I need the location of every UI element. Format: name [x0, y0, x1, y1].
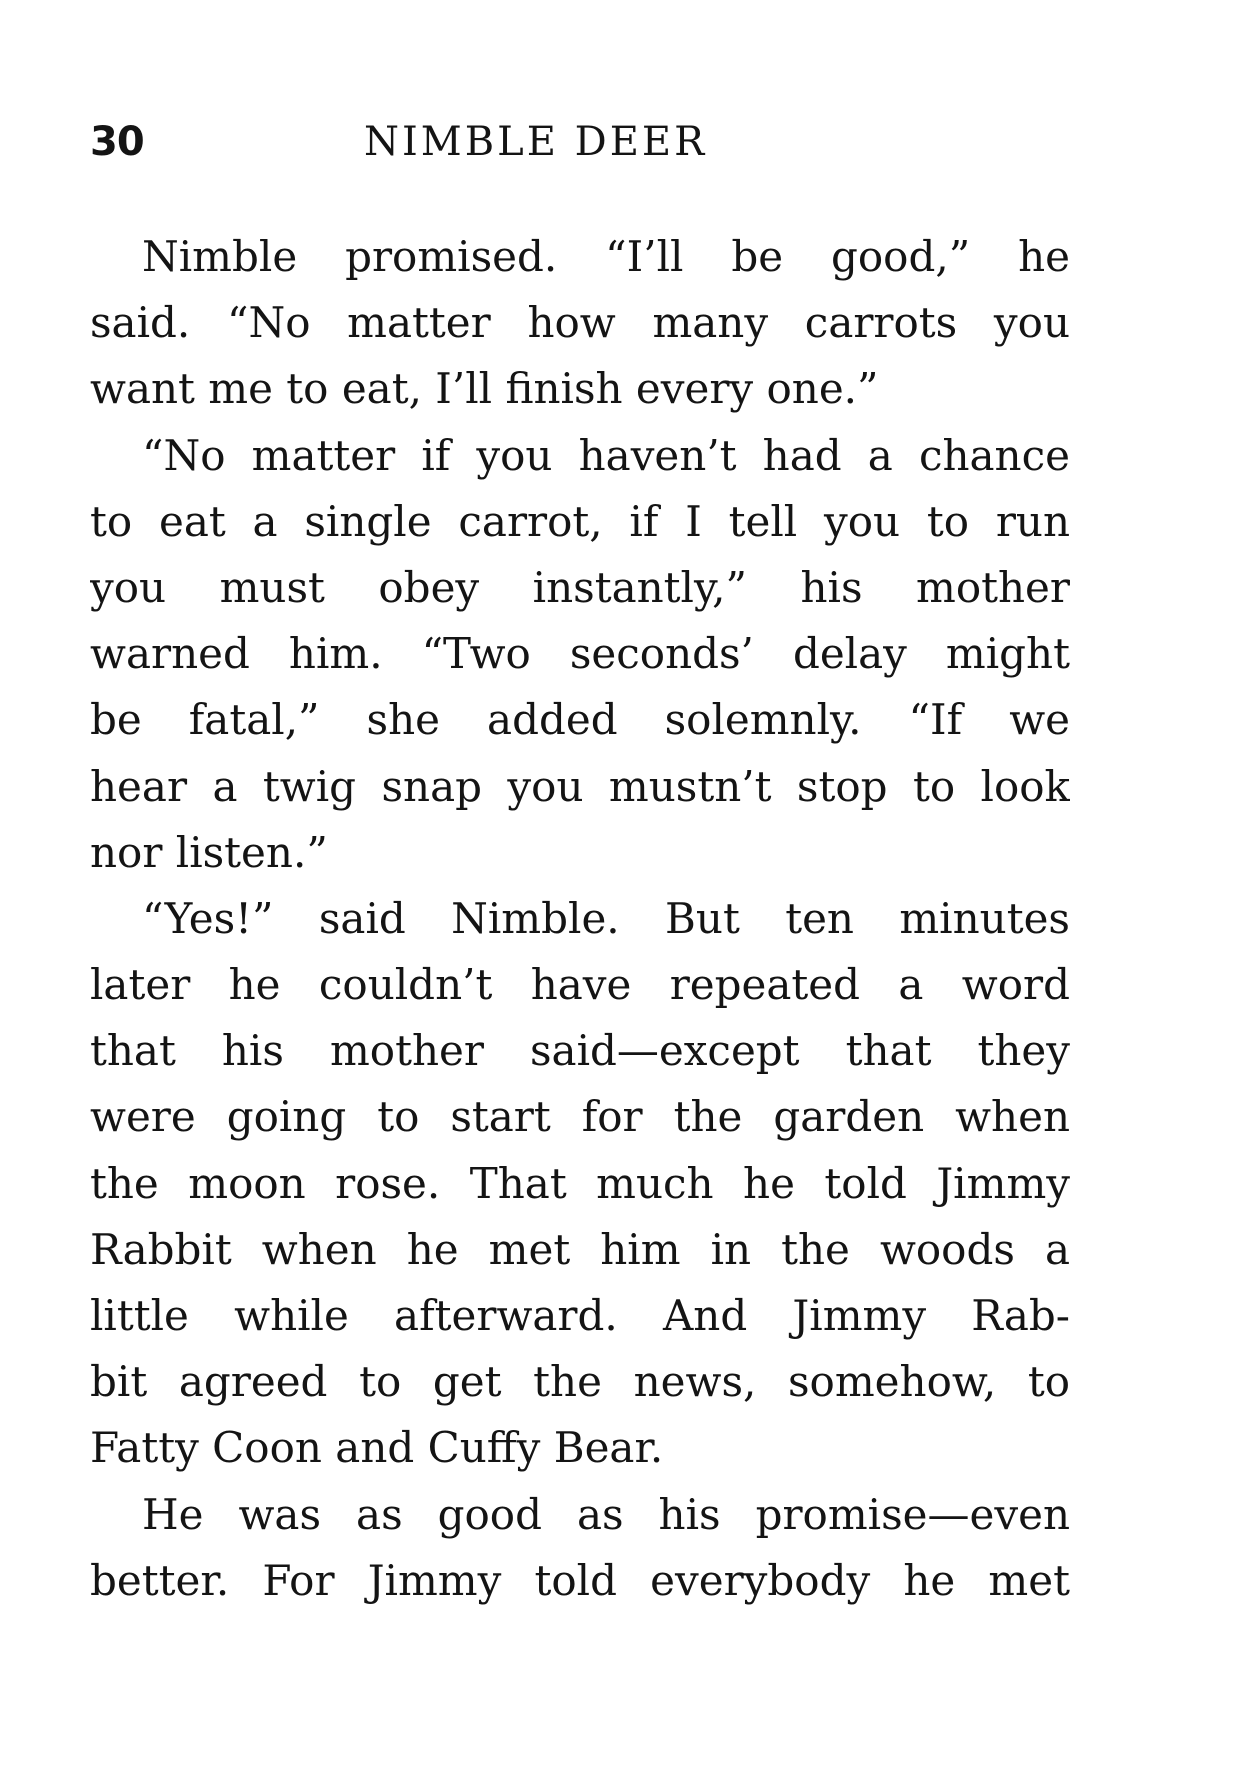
text-line: nor listen.” — [90, 827, 328, 877]
page-number: 30 — [90, 119, 144, 165]
running-title: NIMBLE DEER — [364, 119, 708, 165]
text-line: that his mother said—except that they — [90, 1026, 1070, 1076]
text-line: better. For Jimmy told everybody he met — [90, 1555, 1070, 1605]
text-line: hear a twig snap you mustn’t stop to look — [90, 761, 1070, 811]
text-line: warned him. “Two seconds’ delay might — [90, 629, 1070, 679]
text-line: bit agreed to get the news, somehow, to — [90, 1357, 1070, 1407]
text-line: Rabbit when he met him in the woods a — [90, 1224, 1070, 1274]
text-line: you must obey instantly,” his mother — [90, 562, 1070, 612]
text-line: be fatal,” she added solemnly. “If we — [90, 695, 1070, 745]
text-line: said. “No matter how many carrots you — [90, 298, 1070, 348]
text-line: were going to start for the garden when — [90, 1092, 1070, 1142]
text-line: “No matter if you haven’t had a chance — [142, 430, 1070, 480]
body-text — [90, 224, 1070, 1614]
page-header — [90, 119, 790, 182]
text-line: the moon rose. That much he told Jimmy — [90, 1158, 1070, 1208]
text-line: later he couldn’t have repeated a word — [90, 960, 1070, 1010]
text-line: “Yes!” said Nimble. But ten minutes — [142, 893, 1070, 943]
text-line: want me to eat, I’ll finish every one.” — [90, 364, 879, 414]
text-line: little while afterward. And Jimmy Rab- — [90, 1291, 1070, 1340]
text-line: He was as good as his promise—even — [142, 1489, 1070, 1539]
text-line: Fatty Coon and Cuffy Bear. — [90, 1423, 664, 1473]
text-line: Nimble promised. “I’ll be good,” he — [142, 232, 1070, 281]
text-line: to eat a single carrot, if I tell you to run — [90, 496, 1070, 546]
